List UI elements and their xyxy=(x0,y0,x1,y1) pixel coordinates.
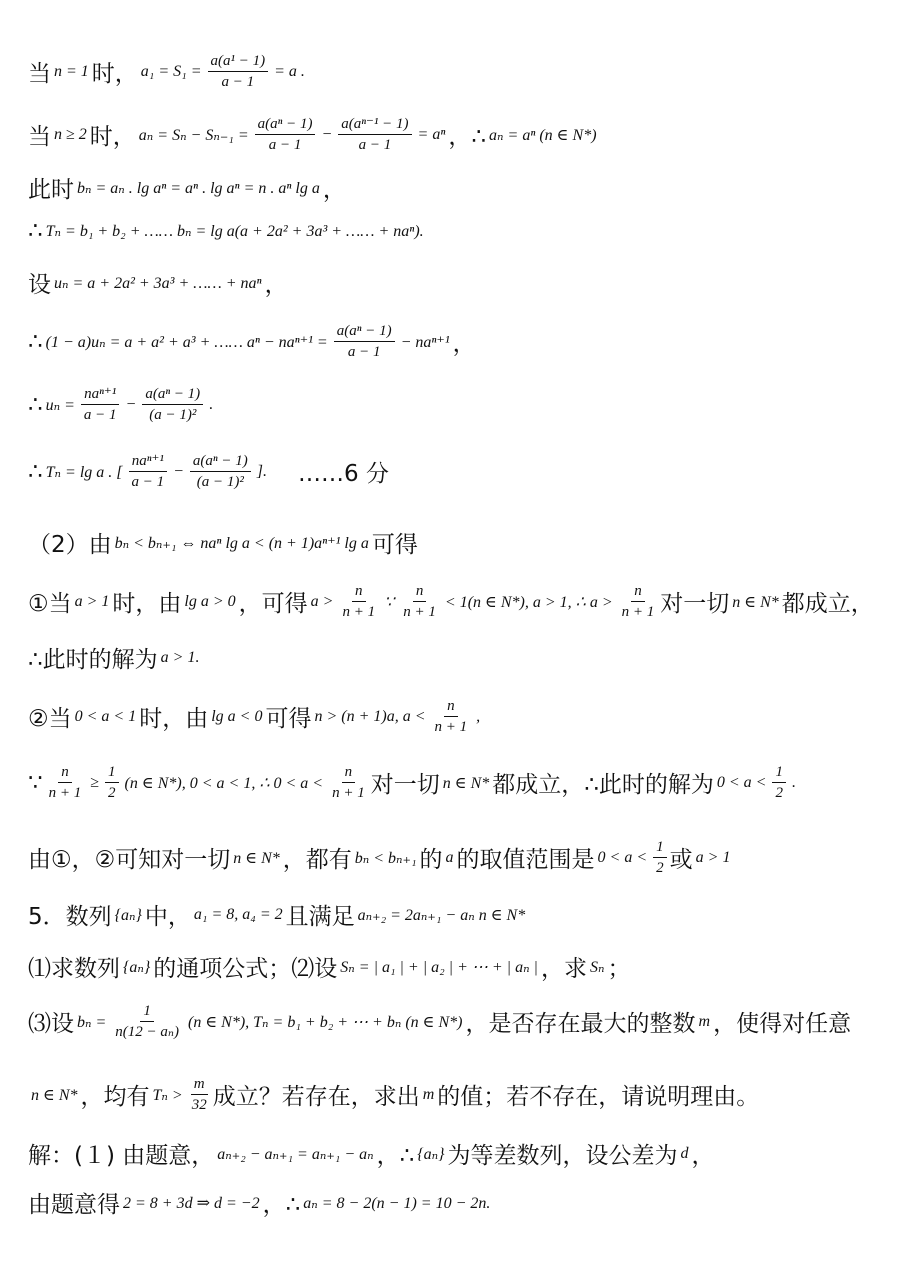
text-run: ，∴ xyxy=(262,1192,301,1218)
fraction-denominator: 32 xyxy=(191,1097,207,1113)
text-run: ⑴求数列 xyxy=(28,956,120,982)
math-line xyxy=(28,452,389,491)
math-line xyxy=(28,641,202,674)
fraction xyxy=(142,385,203,424)
fraction-denominator: n + 1 xyxy=(342,604,376,620)
fraction xyxy=(112,1002,182,1041)
text-run: 由①，②可知对一切 xyxy=(28,847,231,873)
math-line xyxy=(28,526,418,559)
text-run: ②当 xyxy=(28,706,72,732)
math-expression: n ∈ N* xyxy=(442,774,490,792)
math-expression: Sₙ = | a₁ | + | a₂ | + ⋯ + | aₙ | xyxy=(340,958,538,976)
fraction xyxy=(339,582,378,621)
math-expression: (n ∈ N*), Tₙ = b₁ + b₂ + ⋯ + bₙ (n ∈ N*) xyxy=(187,1013,463,1031)
math-expression: {aₙ} xyxy=(123,958,151,976)
text-run: 设 xyxy=(28,272,51,298)
text-run: 当 xyxy=(28,124,51,150)
text-run: 5．数列 xyxy=(28,904,112,930)
math-expression: a > 1 xyxy=(74,592,110,610)
text-run: ，都有 xyxy=(282,847,352,873)
math-expression: − xyxy=(173,462,184,480)
text-run: 可得 xyxy=(265,706,312,732)
math-expression: bₙ = aₙ . lg aⁿ = aⁿ . lg aⁿ = n . aⁿ lg a xyxy=(77,179,320,197)
math-expression: Tₙ > xyxy=(152,1086,183,1104)
text-run: 时，由 xyxy=(112,591,182,617)
text-run: 解：(１) 由题意， xyxy=(28,1143,215,1169)
fraction xyxy=(189,1075,210,1114)
math-expression: n ∈ N* xyxy=(233,849,280,867)
math-expression: . xyxy=(791,773,796,791)
math-line xyxy=(28,52,308,91)
text-run: ∴ xyxy=(28,458,43,485)
text-run: ，是否存在最大的整数 xyxy=(465,1011,696,1037)
math-expression: (n ∈ N*), 0 < a < 1, ∴ 0 < a < xyxy=(124,774,324,792)
fraction-numerator: a(aⁿ − 1) xyxy=(334,322,395,342)
fraction-denominator: 2 xyxy=(656,860,664,876)
fraction xyxy=(772,763,786,802)
text-run: 的 xyxy=(419,847,443,873)
math-expression: 0 < a < xyxy=(716,773,767,791)
math-line xyxy=(28,322,476,361)
math-expression: a > xyxy=(310,592,334,610)
fraction-numerator: 1 xyxy=(653,838,667,858)
text-run: ∵ xyxy=(28,769,43,796)
math-line xyxy=(28,838,733,877)
math-expression: ∵ xyxy=(384,593,395,611)
fraction xyxy=(81,385,120,424)
fraction xyxy=(334,322,395,361)
math-expression: n ≥ 2 xyxy=(54,125,87,143)
math-expression: 0 < a < 1 xyxy=(74,707,137,725)
math-line xyxy=(28,1075,759,1114)
text-run: ，使得对任意 xyxy=(713,1011,852,1037)
text-run: ， xyxy=(691,1143,715,1169)
math-expression: Sₙ xyxy=(589,958,605,976)
text-run: ； xyxy=(607,956,631,982)
fraction-denominator: n + 1 xyxy=(403,604,436,620)
math-expression: 2 = 8 + 3d ⇒ d = −2 xyxy=(123,1194,260,1212)
math-expression: Tₙ = lg a . [ xyxy=(45,463,123,481)
fraction xyxy=(129,452,168,491)
math-expression: uₙ = xyxy=(45,396,75,414)
math-line xyxy=(28,385,216,424)
math-expression: . xyxy=(209,395,214,413)
math-line xyxy=(28,1137,715,1170)
math-expression: − xyxy=(125,395,137,413)
fraction-numerator: 1 xyxy=(140,1002,154,1022)
fraction-denominator: n + 1 xyxy=(48,785,82,801)
math-line xyxy=(28,1002,851,1041)
text-run: 都成立， xyxy=(781,591,874,617)
fraction-numerator: n xyxy=(342,763,356,783)
math-expression: m xyxy=(698,1012,711,1030)
text-run: 时，由 xyxy=(139,706,209,732)
text-run: 可得 xyxy=(371,532,418,558)
math-expression: d xyxy=(680,1144,689,1162)
text-run: ⑶设 xyxy=(28,1011,74,1037)
math-expression: (1 − a)uₙ = a + a² + a³ + …… aⁿ − naⁿ⁺¹ = xyxy=(45,333,328,351)
text-run: 且满足 xyxy=(285,904,355,930)
fraction-numerator: n xyxy=(444,697,458,717)
fraction-numerator: a(a¹ − 1) xyxy=(208,52,269,72)
math-expression: aₙ₊₂ − aₙ₊₁ = aₙ₊₁ − aₙ xyxy=(217,1145,374,1163)
math-line xyxy=(28,171,346,204)
math-expression: = a . xyxy=(274,62,305,80)
fraction-numerator: naⁿ⁺¹ xyxy=(129,452,167,472)
math-expression: lg a > 0 xyxy=(184,592,236,610)
math-line xyxy=(28,218,427,244)
fraction-denominator: a − 1 xyxy=(131,474,165,490)
math-expression: {aₙ} xyxy=(114,906,142,924)
math-line xyxy=(28,697,483,736)
math-expression: a > 1 xyxy=(695,848,731,866)
math-expression: < 1(n ∈ N*), a > 1, ∴ a > xyxy=(444,593,613,611)
fraction xyxy=(432,697,471,736)
math-expression: Tₙ = b₁ + b₂ + …… bₙ = lg a(a + 2a² + 3a³ + …… + naⁿ). xyxy=(45,223,424,240)
fraction-denominator: a − 1 xyxy=(268,137,302,153)
text-run: 的通项公式；⑵设 xyxy=(153,956,338,982)
text-run: ， xyxy=(452,331,476,357)
text-run: ∴ xyxy=(28,391,43,418)
fraction-denominator: 2 xyxy=(108,785,116,801)
math-expression: bₙ < bₙ₊₁ xyxy=(354,849,417,867)
text-run: 时， xyxy=(91,61,138,87)
math-expression: aₙ = Sₙ − Sₙ₋₁ = xyxy=(138,126,249,144)
fraction xyxy=(619,582,658,621)
math-expression: bₙ < bₙ₊₁ ⇔ naⁿ lg a < (n + 1)aⁿ⁺¹ lg a xyxy=(114,534,369,552)
fraction xyxy=(400,582,439,621)
fraction-numerator: 1 xyxy=(772,763,786,783)
text-run: ∴此时的解为 xyxy=(28,647,158,673)
fraction xyxy=(338,115,411,154)
fraction-numerator: 1 xyxy=(105,763,119,783)
text-run: ，∴ xyxy=(376,1143,415,1169)
math-expression: {aₙ} xyxy=(417,1145,445,1163)
fraction-denominator: (a − 1)² xyxy=(149,407,197,423)
text-run: （2）由 xyxy=(28,532,112,558)
text-run: 为等差数列，设公差为 xyxy=(447,1143,678,1169)
fraction xyxy=(190,452,251,491)
fraction xyxy=(255,115,316,154)
text-run: ①当 xyxy=(28,591,72,617)
math-expression: bₙ = xyxy=(77,1013,107,1031)
math-expression: 0 < a < xyxy=(597,848,648,866)
text-run: 此时 xyxy=(28,177,74,203)
fraction-numerator: m xyxy=(191,1075,208,1095)
math-expression: aₙ = aⁿ (n ∈ N*) xyxy=(489,126,597,144)
math-expression: n ∈ N* xyxy=(732,593,779,611)
fraction-denominator: n + 1 xyxy=(332,785,365,801)
fraction-numerator: a(aⁿ − 1) xyxy=(142,385,203,405)
fraction-denominator: n + 1 xyxy=(621,604,655,620)
text-run: 对一切 xyxy=(370,772,440,798)
text-run: 的值；若不存在，请说明理由。 xyxy=(437,1084,760,1110)
math-line xyxy=(28,763,799,802)
fraction-denominator: a − 1 xyxy=(347,344,381,360)
fraction-denominator: a − 1 xyxy=(358,137,392,153)
fraction xyxy=(329,763,368,802)
fraction xyxy=(208,52,269,91)
text-run: 成立？若存在，求出 xyxy=(212,1084,420,1110)
text-run: 时， xyxy=(89,124,136,150)
math-expression: uₙ = a + 2a² + 3a³ + …… + naⁿ xyxy=(54,274,262,292)
text-run: 中， xyxy=(144,904,191,930)
fraction-denominator: (a − 1)² xyxy=(196,474,244,490)
fraction-denominator: n(12 − aₙ) xyxy=(115,1024,179,1040)
math-expression: , xyxy=(476,707,481,725)
math-expression: lg a < 0 xyxy=(211,707,263,725)
text-run: ∴ xyxy=(28,218,43,244)
math-expression: n ∈ N* xyxy=(31,1086,78,1104)
fraction-numerator: a(aⁿ − 1) xyxy=(255,115,316,135)
fraction-numerator: n xyxy=(413,582,427,602)
math-expression: a₁ = S₁ = xyxy=(140,62,202,80)
math-expression: aₙ = 8 − 2(n − 1) = 10 − 2n. xyxy=(303,1194,491,1212)
text-run: ， xyxy=(322,177,346,203)
text-run: 都成立，∴此时的解为 xyxy=(492,772,714,798)
math-line xyxy=(28,582,874,621)
fraction-denominator: a − 1 xyxy=(83,407,117,423)
math-expression: aₙ₊₂ = 2aₙ₊₁ − aₙ n ∈ N* xyxy=(357,906,526,924)
math-expression: n = 1 xyxy=(54,62,89,80)
math-expression: ]. xyxy=(256,462,267,480)
text-run: ， xyxy=(264,272,288,298)
text-run: ，可得 xyxy=(238,591,308,617)
math-expression: − naⁿ⁺¹ xyxy=(400,333,450,351)
fraction-denominator: a − 1 xyxy=(221,74,255,90)
text-run: ，求 xyxy=(540,956,587,982)
text-run: 或 xyxy=(669,847,693,873)
fraction-denominator: 2 xyxy=(775,785,783,801)
math-line xyxy=(28,950,630,983)
math-line xyxy=(28,115,600,154)
text-run: 对一切 xyxy=(660,591,730,617)
fraction-numerator: naⁿ⁺¹ xyxy=(81,385,119,405)
text-run: 的取值范围是 xyxy=(456,847,595,873)
text-run: 由题意得 xyxy=(28,1192,120,1218)
text-run: ∴ xyxy=(28,328,43,355)
fraction xyxy=(105,763,119,802)
math-expression: − xyxy=(321,125,333,143)
math-expression: m xyxy=(422,1085,435,1103)
fraction-numerator: a(aⁿ⁻¹ − 1) xyxy=(338,115,411,135)
fraction-numerator: a(aⁿ − 1) xyxy=(190,452,251,472)
math-expression: ≥ xyxy=(90,773,100,791)
text-run: ，均有 xyxy=(80,1084,150,1110)
math-expression: n > (n + 1)a, a < xyxy=(314,707,426,725)
fraction xyxy=(653,838,667,877)
fraction-numerator: n xyxy=(58,763,72,783)
text-run: ……6 分 xyxy=(298,461,389,487)
text-run: ，∴ xyxy=(448,124,487,150)
math-line xyxy=(28,1186,493,1219)
math-line xyxy=(28,266,288,299)
math-expression: = aⁿ xyxy=(417,125,446,143)
fraction-numerator: n xyxy=(631,582,645,602)
text-run: 当 xyxy=(28,61,51,87)
math-expression: a > 1. xyxy=(160,648,200,666)
math-expression: a xyxy=(445,848,454,866)
math-expression: a₁ = 8, a₄ = 2 xyxy=(193,905,283,923)
fraction xyxy=(46,763,85,802)
fraction-denominator: n + 1 xyxy=(434,719,468,735)
fraction-numerator: n xyxy=(352,582,366,602)
math-line xyxy=(28,898,528,931)
